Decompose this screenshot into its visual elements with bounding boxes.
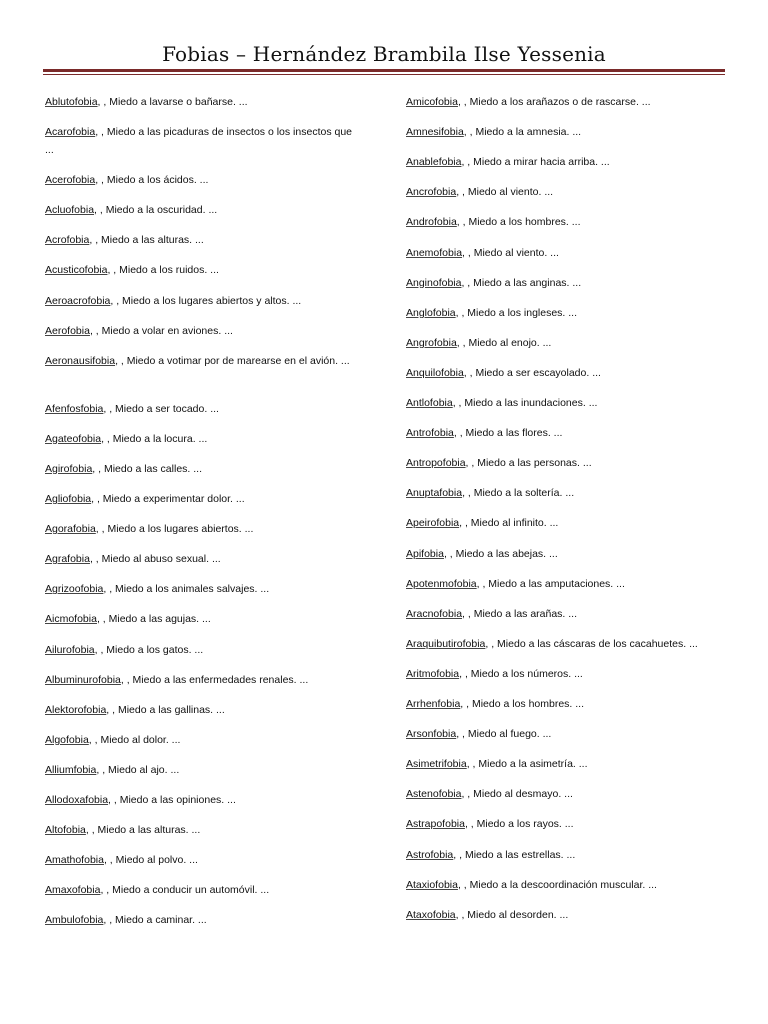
- phobia-entry: [45, 292, 301, 310]
- phobia-term[interactable]: Aracnofobia: [406, 607, 463, 620]
- phobia-term[interactable]: Anablefobia: [406, 156, 462, 169]
- phobia-term[interactable]: Apeirofobia: [406, 517, 460, 530]
- phobia-entry: [45, 123, 360, 159]
- phobia-entry: [406, 454, 592, 472]
- phobia-definition: , , Miedo a la amnesia. ...: [463, 126, 582, 139]
- phobia-term[interactable]: Arsonfobia: [406, 728, 457, 741]
- phobia-entry: [406, 274, 581, 292]
- phobia-term[interactable]: Apotenmofobia: [406, 577, 477, 590]
- phobia-definition: , , Miedo al enojo. ...: [456, 336, 552, 349]
- phobia-definition: , , Miedo a ser escayolado. ...: [463, 366, 601, 379]
- phobia-definition: , , Miedo al dolor. ...: [88, 733, 181, 746]
- phobia-entry: [406, 123, 581, 141]
- phobia-term[interactable]: Albuminurofobia: [45, 673, 121, 686]
- phobia-definition: , , Miedo al viento. ...: [456, 186, 554, 199]
- phobia-definition: , , Miedo a conducir un automóvil. ...: [100, 884, 270, 897]
- phobia-entry: [406, 304, 577, 322]
- phobia-entry: [45, 701, 225, 719]
- phobia-term[interactable]: Agrizoofobia: [45, 583, 104, 596]
- phobia-term[interactable]: Ataxofobia: [406, 908, 456, 921]
- phobia-definition: , , Miedo al abuso sexual. ...: [89, 553, 221, 566]
- phobia-entry: [45, 261, 219, 279]
- phobia-term[interactable]: Androfobia: [406, 216, 457, 229]
- phobia-term[interactable]: Antrofobia: [406, 427, 454, 440]
- phobia-term[interactable]: Antlofobia: [406, 397, 453, 409]
- phobia-entry: [406, 815, 574, 833]
- phobia-definition: , , Miedo a las amputaciones. ...: [476, 577, 625, 590]
- phobia-definition: , , Miedo al ajo. ...: [96, 763, 180, 776]
- phobia-entry: [406, 635, 698, 653]
- phobia-term[interactable]: Amicofobia: [406, 96, 458, 108]
- phobia-entry: [406, 545, 558, 563]
- phobia-definition: , , Miedo a las alturas. ...: [89, 234, 204, 247]
- phobia-definition: , , Miedo a mirar hacia arriba. ...: [461, 156, 610, 169]
- phobia-entry: [45, 791, 236, 809]
- phobia-definition: , , Miedo a las inundaciones. ...: [452, 397, 598, 409]
- phobia-term[interactable]: Acerofobia: [45, 174, 96, 187]
- phobia-term[interactable]: Astenofobia: [406, 788, 462, 801]
- phobia-definition: , , Miedo al polvo. ...: [103, 854, 198, 867]
- phobia-entry: [45, 911, 207, 929]
- phobia-entry: [406, 424, 562, 442]
- phobia-term[interactable]: Aeronausifobia: [45, 354, 116, 367]
- phobia-term[interactable]: Altofobia: [45, 824, 86, 837]
- phobia-definition: , , Miedo a las flores. ...: [453, 427, 563, 440]
- phobia-entry: [406, 213, 581, 231]
- phobia-entry: [45, 851, 198, 869]
- phobia-definition: , , Miedo a la asimetría. ...: [466, 758, 588, 771]
- phobia-term[interactable]: Algofobia: [45, 733, 89, 746]
- phobia-term[interactable]: Agrafobia: [45, 553, 90, 566]
- phobia-term[interactable]: Asimetrifobia: [406, 758, 467, 771]
- phobia-term[interactable]: Allodoxafobia: [45, 794, 109, 806]
- phobia-term[interactable]: Apifobia: [406, 547, 444, 560]
- phobia-definition: , , Miedo a las opiniones. ...: [108, 794, 236, 806]
- phobia-definition: , , Miedo a las anginas. ...: [461, 276, 582, 289]
- phobia-term[interactable]: Araquibutirofobia: [406, 637, 486, 650]
- phobia-definition: , , Miedo a las alturas. ...: [85, 824, 201, 837]
- phobia-definition: , , Miedo al desorden. ...: [455, 908, 569, 921]
- phobia-definition: , , Miedo a volar en aviones. ...: [89, 324, 233, 337]
- phobia-definition: , , Miedo a la descoordinación muscular. ...: [457, 878, 657, 891]
- phobia-term[interactable]: Aerofobia: [45, 324, 90, 337]
- phobia-term[interactable]: Acusticofobia: [45, 264, 108, 277]
- phobia-term[interactable]: Ataxiofobia: [406, 878, 458, 891]
- phobia-entry: [45, 761, 179, 779]
- phobia-entry: [45, 610, 211, 628]
- phobia-term[interactable]: Acarofobia: [45, 126, 96, 139]
- phobia-entry: [45, 550, 221, 568]
- phobia-entry: [406, 364, 601, 382]
- phobia-term[interactable]: Anginofobia: [406, 276, 462, 289]
- phobia-term[interactable]: Astrofobia: [406, 848, 454, 861]
- phobia-entry: [45, 322, 233, 340]
- phobia-term[interactable]: Arrhenfobia: [406, 698, 461, 710]
- phobia-term[interactable]: Aritmofobia: [406, 667, 460, 680]
- phobia-term[interactable]: Acluofobia: [45, 204, 95, 217]
- phobia-definition: , , Miedo a los ingleses. ...: [455, 306, 578, 319]
- phobia-definition: , , Miedo a las enfermedades renales. ...: [120, 673, 309, 686]
- phobia-definition: , , Miedo a las arañas. ...: [462, 607, 578, 620]
- phobia-term[interactable]: Agorafobia: [45, 523, 96, 536]
- phobia-entry: [406, 334, 551, 352]
- phobia-term[interactable]: Amaxofobia: [45, 884, 101, 897]
- phobia-entry: [45, 881, 269, 899]
- phobia-term[interactable]: Agirofobia: [45, 462, 93, 475]
- phobia-term[interactable]: Amnesifobia: [406, 126, 464, 139]
- phobia-entry: [45, 430, 207, 448]
- phobia-entry: [406, 725, 551, 743]
- phobia-definition: , , Miedo a las gallinas. ...: [106, 703, 225, 716]
- phobia-entry: [406, 605, 577, 623]
- phobia-term[interactable]: Anuptafobia: [406, 487, 463, 500]
- phobia-entry: [406, 183, 553, 201]
- phobia-entry: [45, 490, 245, 508]
- phobia-definition: , , Miedo a lavarse o bañarse. ...: [97, 96, 248, 108]
- phobia-term[interactable]: Ancrofobia: [406, 186, 457, 199]
- phobia-term[interactable]: Astrapofobia: [406, 818, 465, 831]
- phobia-entry: [406, 695, 584, 713]
- phobia-term[interactable]: Alliumfobia: [45, 763, 97, 776]
- page-title: Fobias – Hernández Brambila Ilse Yessenia: [162, 42, 606, 66]
- phobia-definition: , , Miedo a la soltería. ...: [462, 487, 575, 500]
- phobia-entry: [406, 906, 568, 924]
- phobia-definition: , , Miedo a los números. ...: [459, 667, 583, 680]
- phobia-definition: , , Miedo a las cáscaras de los cacahuetes. ...: [485, 637, 698, 650]
- phobia-entry: [45, 201, 217, 219]
- phobia-entry: [406, 244, 559, 262]
- phobia-entry: [45, 460, 202, 478]
- phobia-term[interactable]: Amathofobia: [45, 854, 104, 867]
- phobia-entry: [45, 580, 269, 598]
- title-rule-thick: [43, 69, 725, 72]
- phobia-entry: [406, 93, 651, 111]
- phobia-entry: [406, 514, 558, 532]
- phobia-entry: [406, 394, 597, 412]
- phobia-term[interactable]: Acrofobia: [45, 234, 90, 247]
- title-rule-thin: [43, 74, 725, 75]
- phobia-definition: , , Miedo a las picaduras de insectos o los insectos que ...: [45, 126, 353, 157]
- phobia-term[interactable]: Ambulofobia: [45, 914, 104, 927]
- phobia-entry: [406, 755, 588, 773]
- phobia-definition: , , Miedo a caminar. ...: [103, 914, 207, 927]
- phobia-entry: [45, 731, 180, 749]
- phobia-entry: [406, 876, 657, 894]
- phobia-term[interactable]: Aeroacrofobia: [45, 294, 111, 307]
- phobia-definition: , , Miedo a los animales salvajes. ...: [103, 583, 270, 596]
- phobia-definition: , , Miedo a los arañazos o de rascarse. ...: [457, 96, 651, 108]
- phobia-definition: , , Miedo a los rayos. ...: [464, 818, 574, 831]
- phobia-entry: [45, 520, 253, 538]
- phobia-definition: , , Miedo a los lugares abiertos y altos. ...: [110, 294, 302, 307]
- phobia-definition: , , Miedo a los ácidos. ...: [95, 174, 209, 187]
- phobia-entry: [45, 400, 219, 418]
- phobia-entry: [406, 846, 575, 864]
- phobia-definition: , , Miedo a experimentar dolor. ...: [91, 493, 245, 505]
- phobia-term[interactable]: Afenfosfobia: [45, 402, 104, 415]
- phobia-definition: , , Miedo a ser tocado. ...: [103, 402, 219, 415]
- phobia-entry: [45, 671, 308, 689]
- phobia-definition: , , Miedo al infinito. ...: [459, 517, 559, 530]
- phobia-entry: [406, 575, 625, 593]
- phobia-definition: , , Miedo al viento. ...: [462, 246, 559, 259]
- phobia-term[interactable]: Anglofobia: [406, 306, 456, 319]
- phobia-definition: , , Miedo al fuego. ...: [456, 728, 552, 741]
- phobia-entry: [406, 665, 583, 683]
- phobia-entry: [45, 821, 200, 839]
- phobia-definition: , , Miedo a los gatos. ...: [94, 643, 204, 656]
- phobia-definition: , , Miedo al desmayo. ...: [461, 788, 573, 801]
- phobia-entry: [45, 93, 248, 111]
- phobia-entry: [45, 231, 204, 249]
- phobia-entry: [45, 171, 208, 189]
- phobia-term[interactable]: Agliofobia: [45, 493, 92, 505]
- phobia-definition: , , Miedo a las abejas. ...: [443, 547, 558, 560]
- phobia-definition: , , Miedo a las agujas. ...: [96, 613, 211, 626]
- phobia-term[interactable]: Ablutofobia: [45, 96, 98, 108]
- phobia-definition: , , Miedo a votimar por de marearse en el avión. ...: [115, 354, 350, 367]
- phobia-term[interactable]: Anquilofobia: [406, 366, 464, 379]
- phobia-definition: , , Miedo a los hombres. ...: [460, 698, 585, 710]
- phobia-definition: , , Miedo a las personas. ...: [465, 457, 592, 470]
- phobia-term[interactable]: Anemofobia: [406, 246, 463, 259]
- phobia-definition: , , Miedo a los ruidos. ...: [107, 264, 219, 277]
- phobia-definition: , , Miedo a la oscuridad. ...: [94, 204, 218, 217]
- phobia-term[interactable]: Alektorofobia: [45, 703, 107, 716]
- phobia-entry: [406, 785, 573, 803]
- phobia-definition: , , Miedo a las estrellas. ...: [453, 848, 576, 861]
- phobia-term[interactable]: Antropofobia: [406, 457, 466, 470]
- phobia-entry: [45, 352, 360, 370]
- phobia-definition: , , Miedo a las calles. ...: [92, 462, 202, 475]
- phobia-definition: , , Miedo a los hombres. ...: [456, 216, 581, 229]
- phobia-definition: , , Miedo a los lugares abiertos. ...: [95, 523, 254, 536]
- phobia-entry: [45, 641, 203, 659]
- phobia-term[interactable]: Angrofobia: [406, 336, 457, 349]
- phobia-term[interactable]: Aicmofobia: [45, 613, 97, 626]
- phobia-term[interactable]: Agateofobia: [45, 432, 102, 445]
- phobia-entry: [406, 484, 574, 502]
- phobia-term[interactable]: Ailurofobia: [45, 643, 95, 656]
- phobia-definition: , , Miedo a la locura. ...: [101, 432, 208, 445]
- phobia-entry: [406, 153, 610, 171]
